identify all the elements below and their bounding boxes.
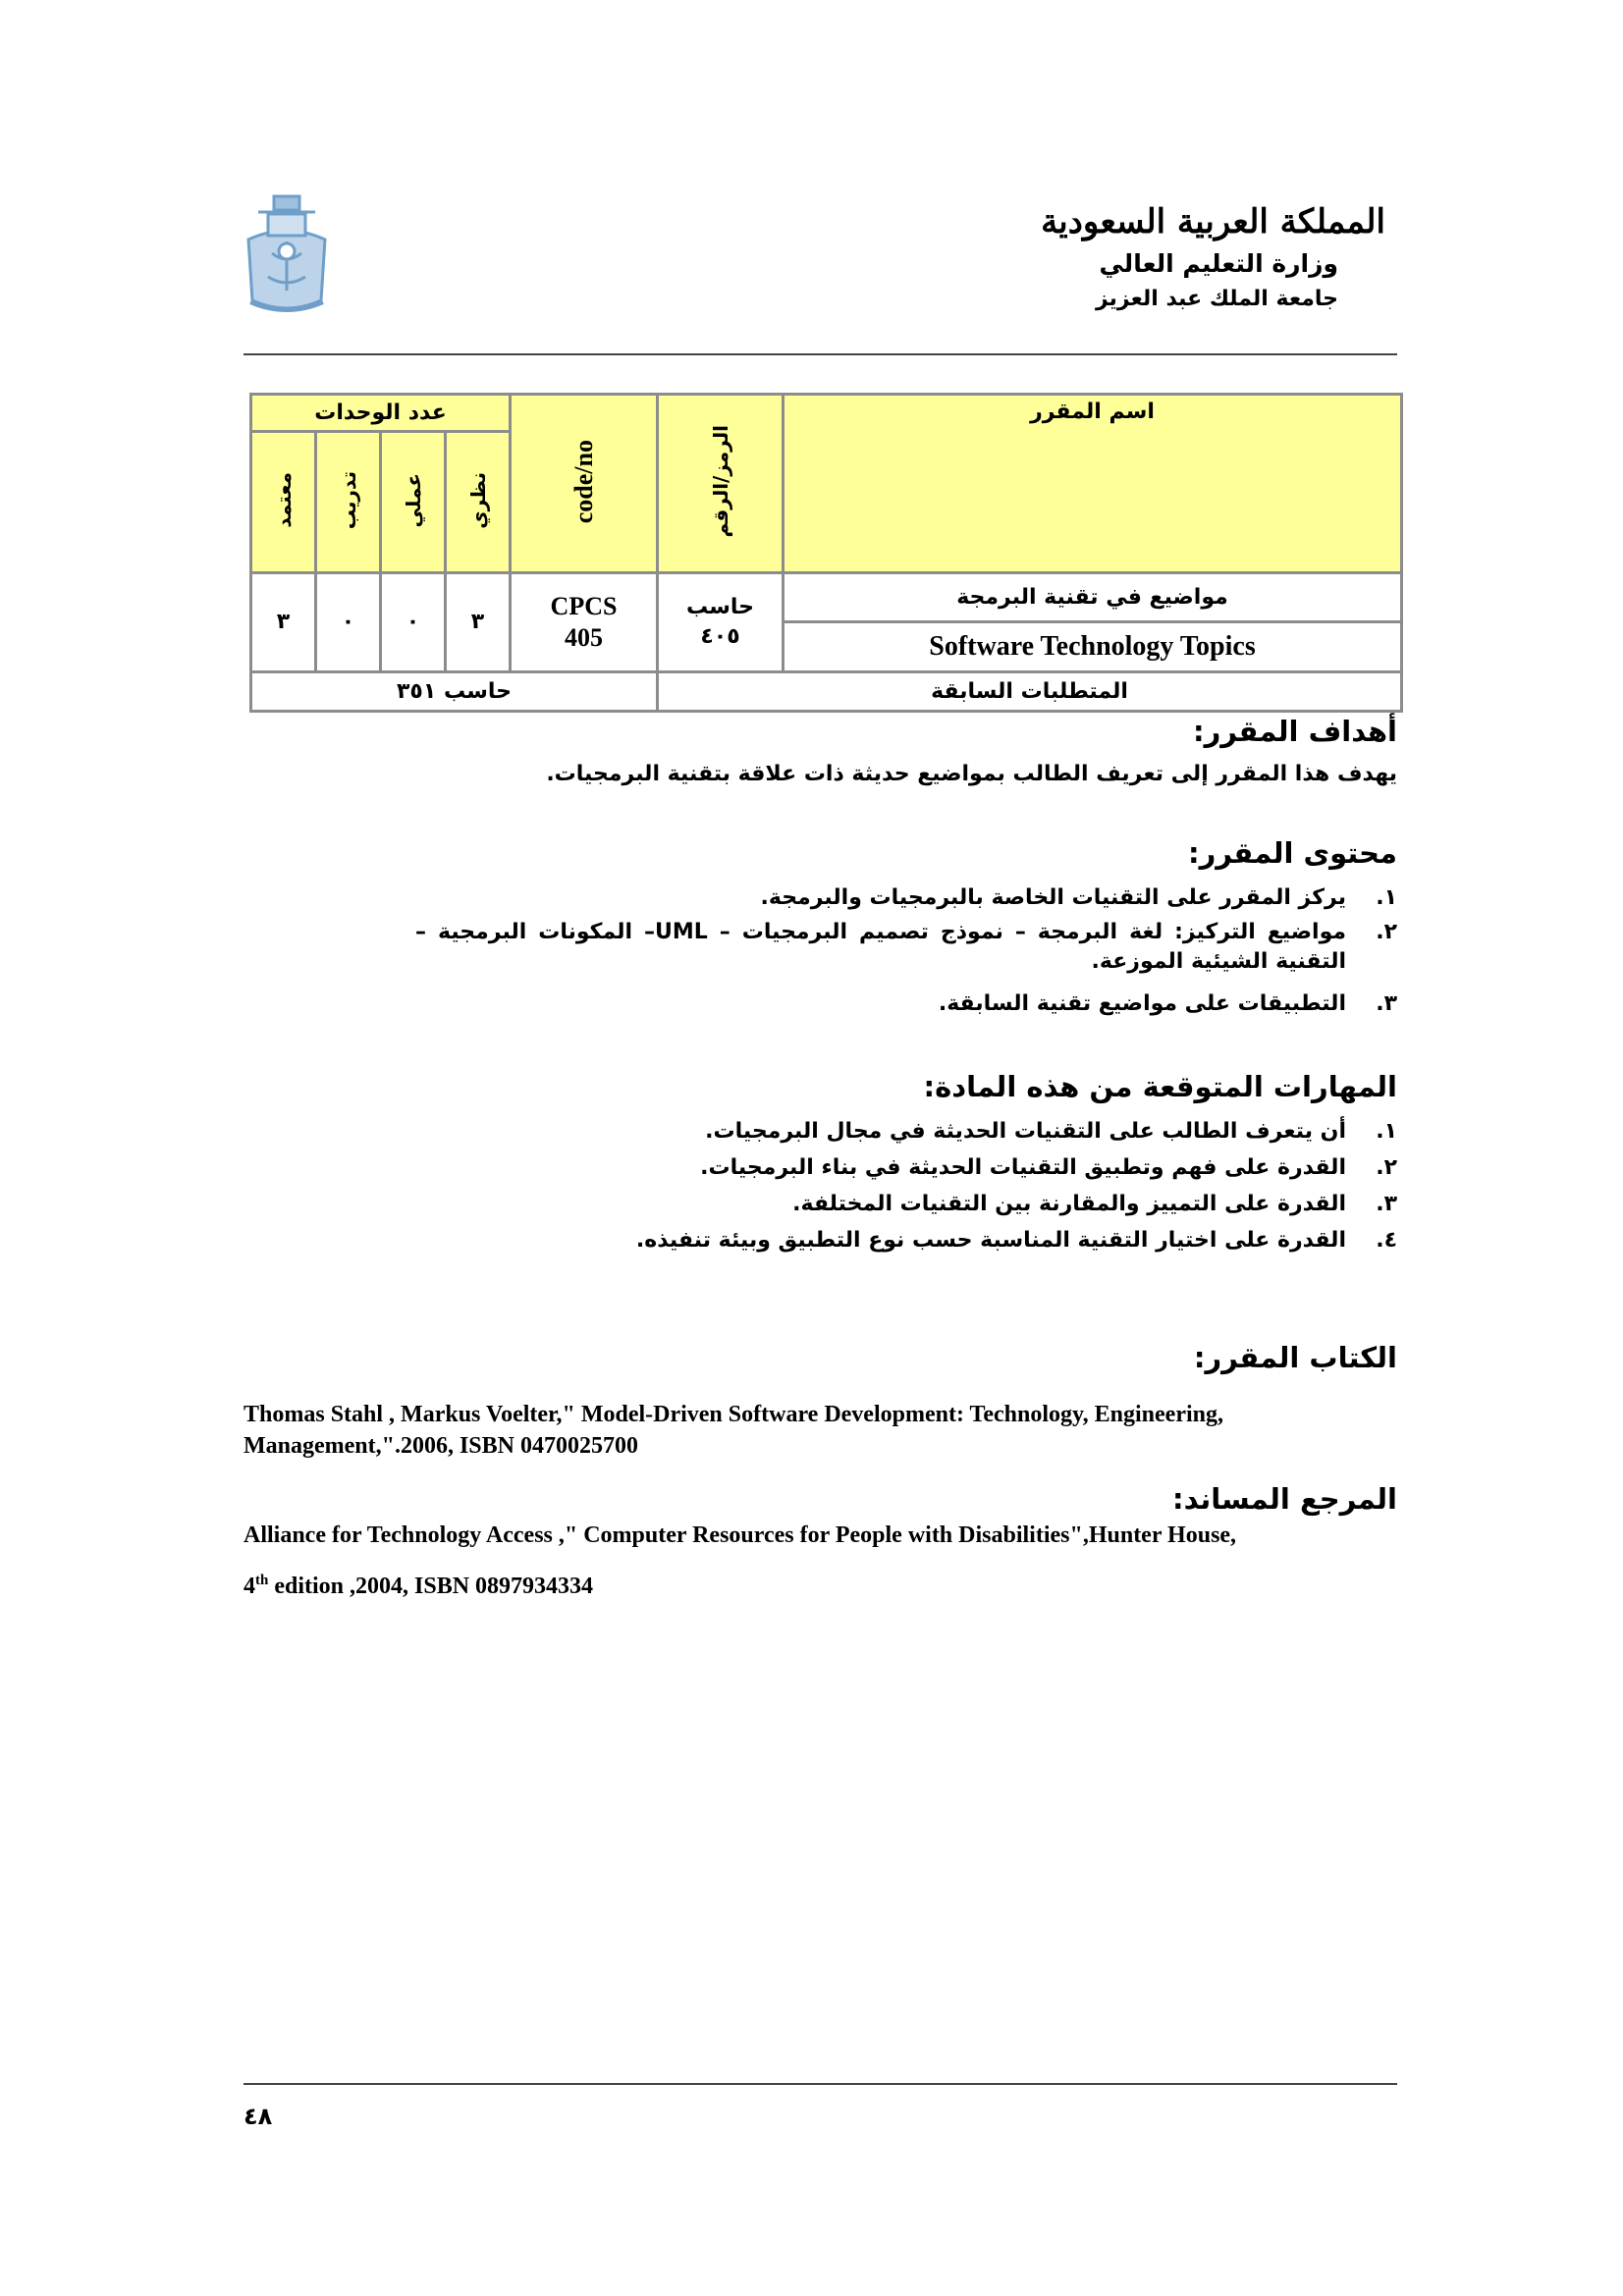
unit-value-training: ٠ [316,572,381,671]
list-item: ٣.القدرة على التمييز والمقارنة بين التقنيات المختلفة. [792,1192,1397,1216]
list-item: ٢. مواضيع التركيز: لغة البرمجة – نموذج تصميم البرمجيات – UML– المكونات البرمجية – التقنية الشيئية الموزعة. [415,920,1397,974]
supporting-reference-line1: Alliance for Technology Access ," Computer Resources for People with Disabilities",Hunter House, [243,1522,1237,1548]
symbol-number-label: الرمز/الرقم [658,395,784,573]
objectives-heading: أهداف المقرر: [1193,715,1397,748]
footer-divider [243,2083,1397,2085]
list-item: ١.يركز المقرر على التقنيات الخاصة بالبرمجيات والبرمجة. [760,885,1397,910]
code-en: CPCS [550,591,618,620]
unit-col-training: تدريب [316,432,381,572]
textbook-reference: Thomas Stahl , Markus Voelter," Model-Driven Software Development: Technology, Engineering, Management,".2006, ISBN 0470025700 [243,1402,1224,1459]
unit-value-credit: ٣ [251,572,316,671]
course-table [249,393,1400,713]
objectives-text: يهدف هذا المقرر إلى تعريف الطالب بمواضيع حديثة ذات علاقة بتقنية البرمجيات. [546,762,1397,786]
header-divider [243,353,1397,355]
unit-col-credit: معتمد [251,432,316,572]
list-item: ٤.القدرة على اختيار التقنية المناسبة حسب نوع التطبيق وبيئة تنفيذه. [635,1228,1397,1253]
unit-col-practical: عملي [381,432,446,572]
units-label: عدد الوحدات [251,395,511,432]
unit-col-theory: نظري [446,432,511,572]
code-no-value [511,572,658,671]
code-no-label: code/no [511,395,658,573]
prereq-label: المتطلبات السابقة [658,671,1402,711]
course-name-ar: مواضيع في تقنية البرمجة [784,572,1402,621]
number-en: 405 [565,622,603,652]
header-ministry: وزارة التعليم العالي [1099,249,1338,278]
content-heading: محتوى المقرر: [1187,836,1397,870]
supporting-reference-line2: 4th edition ,2004, ISBN 0897934334 [243,1573,594,1599]
symbol-ar: حاسب [685,594,755,619]
list-item: ١.أن يتعرف الطالب على التقنيات الحديثة في مجال البرمجيات. [705,1119,1397,1144]
header-university: جامعة الملك عبد العزيز [1095,287,1338,311]
textbook-heading: الكتاب المقرر: [1193,1341,1397,1374]
university-logo [239,192,335,318]
list-item: ٢.القدرة على فهم وتطبيق التقنيات الحديثة في بناء البرمجيات. [700,1155,1397,1180]
unit-value-theory: ٣ [446,572,511,671]
supporting-heading: المرجع المساند: [1171,1482,1397,1516]
page-number: ٤٨ [243,2103,273,2130]
symbol-number-value [658,572,784,671]
course-name-en: Software Technology Topics [784,622,1402,671]
prereq-value: حاسب ٣٥١ [251,671,658,711]
number-ar: ٤٠٥ [700,623,740,649]
header-kingdom: المملكة العربية السعودية [1041,202,1385,241]
course-name-label: اسم المقرر [784,395,1402,573]
skills-heading: المهارات المتوقعة من هذه المادة: [923,1070,1397,1103]
list-item: ٣.التطبيقات على مواضيع تقنية السابقة. [938,991,1397,1016]
unit-value-practical: ٠ [381,572,446,671]
